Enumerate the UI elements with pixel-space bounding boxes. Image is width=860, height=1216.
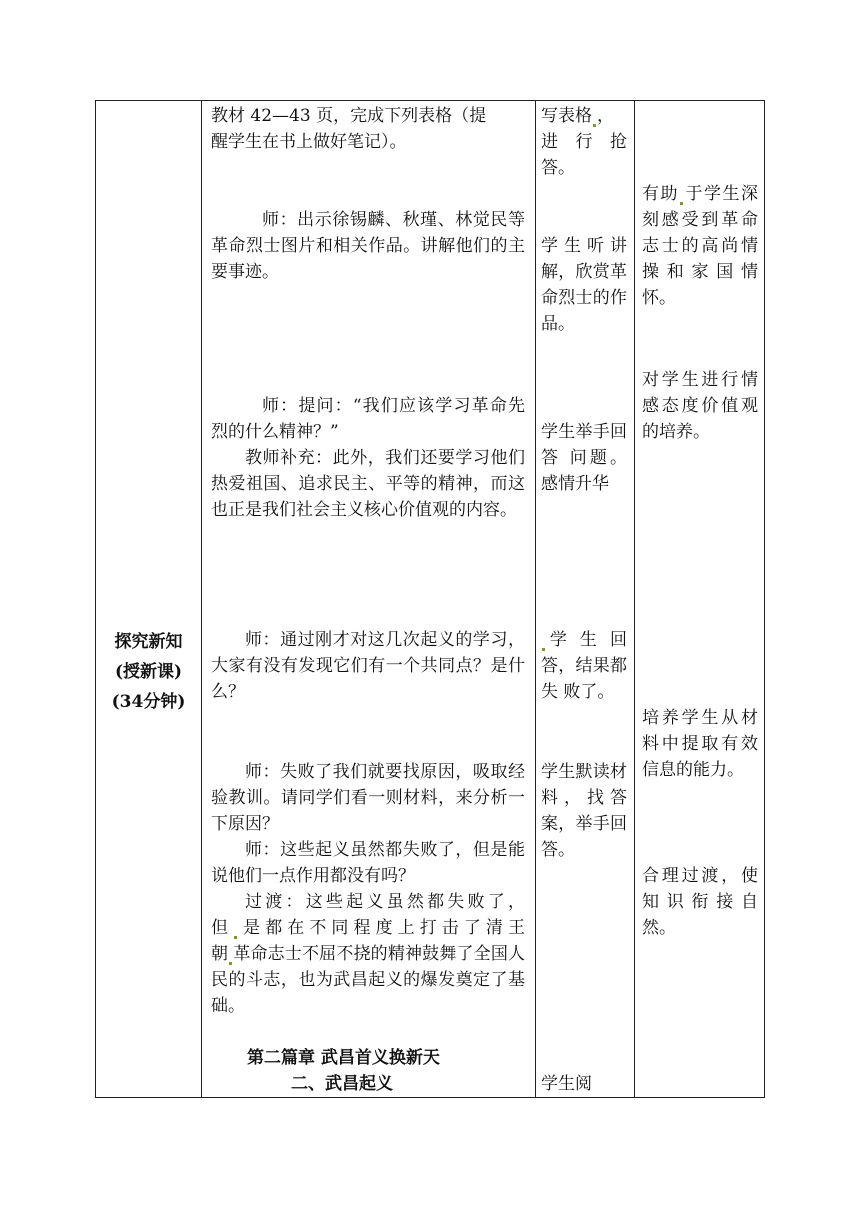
purpose-item-3: 培养学生从材料中提取有效信息的能力。: [642, 708, 758, 780]
stage-duration: (34分钟): [111, 692, 186, 712]
purpose-item-1-start: 有助: [642, 184, 679, 204]
teacher-para-2: 师：出示徐锡麟、秋瑾、林觉民等革命烈士图片和相关作品。讲解他们的主要事迹。: [211, 210, 525, 282]
green-dot-mark: [229, 962, 232, 965]
student-item-3: 学生举手回 答 问题。感情升华: [541, 422, 627, 494]
column-divider: [201, 101, 202, 1097]
student-item-6: 学生阅: [541, 1074, 592, 1094]
column-divider: [535, 101, 536, 1097]
teacher-para-8c: [211, 941, 525, 1019]
teacher-headings: [211, 1045, 525, 1097]
student-block-4: [541, 627, 627, 705]
teacher-para-1b: 醒学生在书上做好笔记）。: [211, 132, 407, 152]
purpose-block-2: [642, 367, 758, 445]
purpose-block-4: [642, 863, 758, 941]
student-block-5: [541, 759, 627, 863]
purpose-block-3: [642, 705, 758, 783]
teacher-para-8b-rest: 是都在不同程度上打击了清王: [238, 918, 526, 938]
lesson-table: [95, 100, 765, 1098]
teacher-block-5: [211, 627, 525, 705]
teacher-para-6: 师：失败了我们就要找原因，吸取经验教训。请同学们看一则材料，来分析一下原因？: [211, 762, 525, 834]
teacher-para-4: 教师补充：此外，我们还要学习他们热爱祖国、追求民主、平等的精神，而这也正是我们社会主义核心价值观的内容。: [211, 448, 525, 520]
student-block-3: [541, 419, 627, 497]
teacher-para-8b-start: 但: [211, 918, 234, 938]
student-item-1c: 答。: [541, 158, 575, 178]
student-item-2: 学生听讲解，欣赏革命烈士的作品。: [541, 236, 627, 334]
teacher-para-5: 师：通过刚才对这几次起义的学习，大家有没有发现它们有一个共同点？是什么？: [211, 630, 525, 702]
green-dot-mark: [680, 202, 683, 205]
student-activity-column: [541, 103, 627, 181]
student-item-1b: 进 行 抢: [541, 132, 627, 152]
purpose-column: [642, 181, 758, 311]
teacher-para-8a: 过渡：这些起义虽然都失败了，: [245, 892, 525, 912]
purpose-item-2: 对学生进行情感态度价值观的培养。: [642, 370, 758, 442]
stage-subtitle: (授新课): [114, 662, 183, 682]
student-block-2: [541, 233, 627, 337]
stage-title: 探究新知: [114, 632, 183, 652]
purpose-item-1-rest: 于学生深刻感受到革命志士的高尚情操和家国情怀。: [642, 184, 758, 308]
student-block-6: [541, 1071, 627, 1097]
student-item-5: 学生默读材料，找答案，举手回答。: [541, 762, 627, 860]
teacher-block-3: [211, 393, 525, 523]
teacher-block-6: [211, 759, 525, 1019]
student-item-1a: 写表格 ，: [541, 106, 614, 126]
purpose-item-4: 合理过渡，使知识衔接自然。: [642, 866, 758, 938]
teacher-para-7: 师：这些起义虽然都失败了，但是能说他们一点作用都没有吗？: [211, 840, 525, 886]
green-dot-mark: [593, 124, 596, 127]
chapter-heading: 第二篇章 武昌首义换新天: [247, 1048, 440, 1068]
teacher-para-1a: 教材 42—43 页，完成下列表格（提: [211, 106, 487, 126]
purpose-item-1: [642, 181, 758, 311]
student-item-1a-text: 写表格: [541, 106, 592, 126]
teacher-block-2: [211, 207, 525, 285]
teacher-para-8c-start: 朝: [211, 944, 229, 964]
teacher-para-8b: [211, 915, 525, 941]
student-item-4a-text: 学 生 回: [546, 630, 627, 650]
green-dot-mark: [234, 936, 237, 939]
column-divider: [634, 101, 635, 1097]
green-dot-mark: [542, 648, 545, 651]
student-item-4a: [541, 627, 627, 653]
teacher-para-8c-rest: 革命志士不屈不挠的精神鼓舞了全国人民的斗志，也为武昌起义的爆发奠定了基础。: [211, 944, 526, 1016]
student-item-4b: 答，结果都 失 败了。: [541, 656, 627, 702]
section-heading: 二、武昌起义: [291, 1074, 393, 1094]
stage-cell: [96, 627, 201, 717]
teacher-para-3: 师：提问：“我们应该学习革命先烈的什么精神？”: [211, 396, 525, 442]
teacher-activity-column: [211, 103, 525, 155]
